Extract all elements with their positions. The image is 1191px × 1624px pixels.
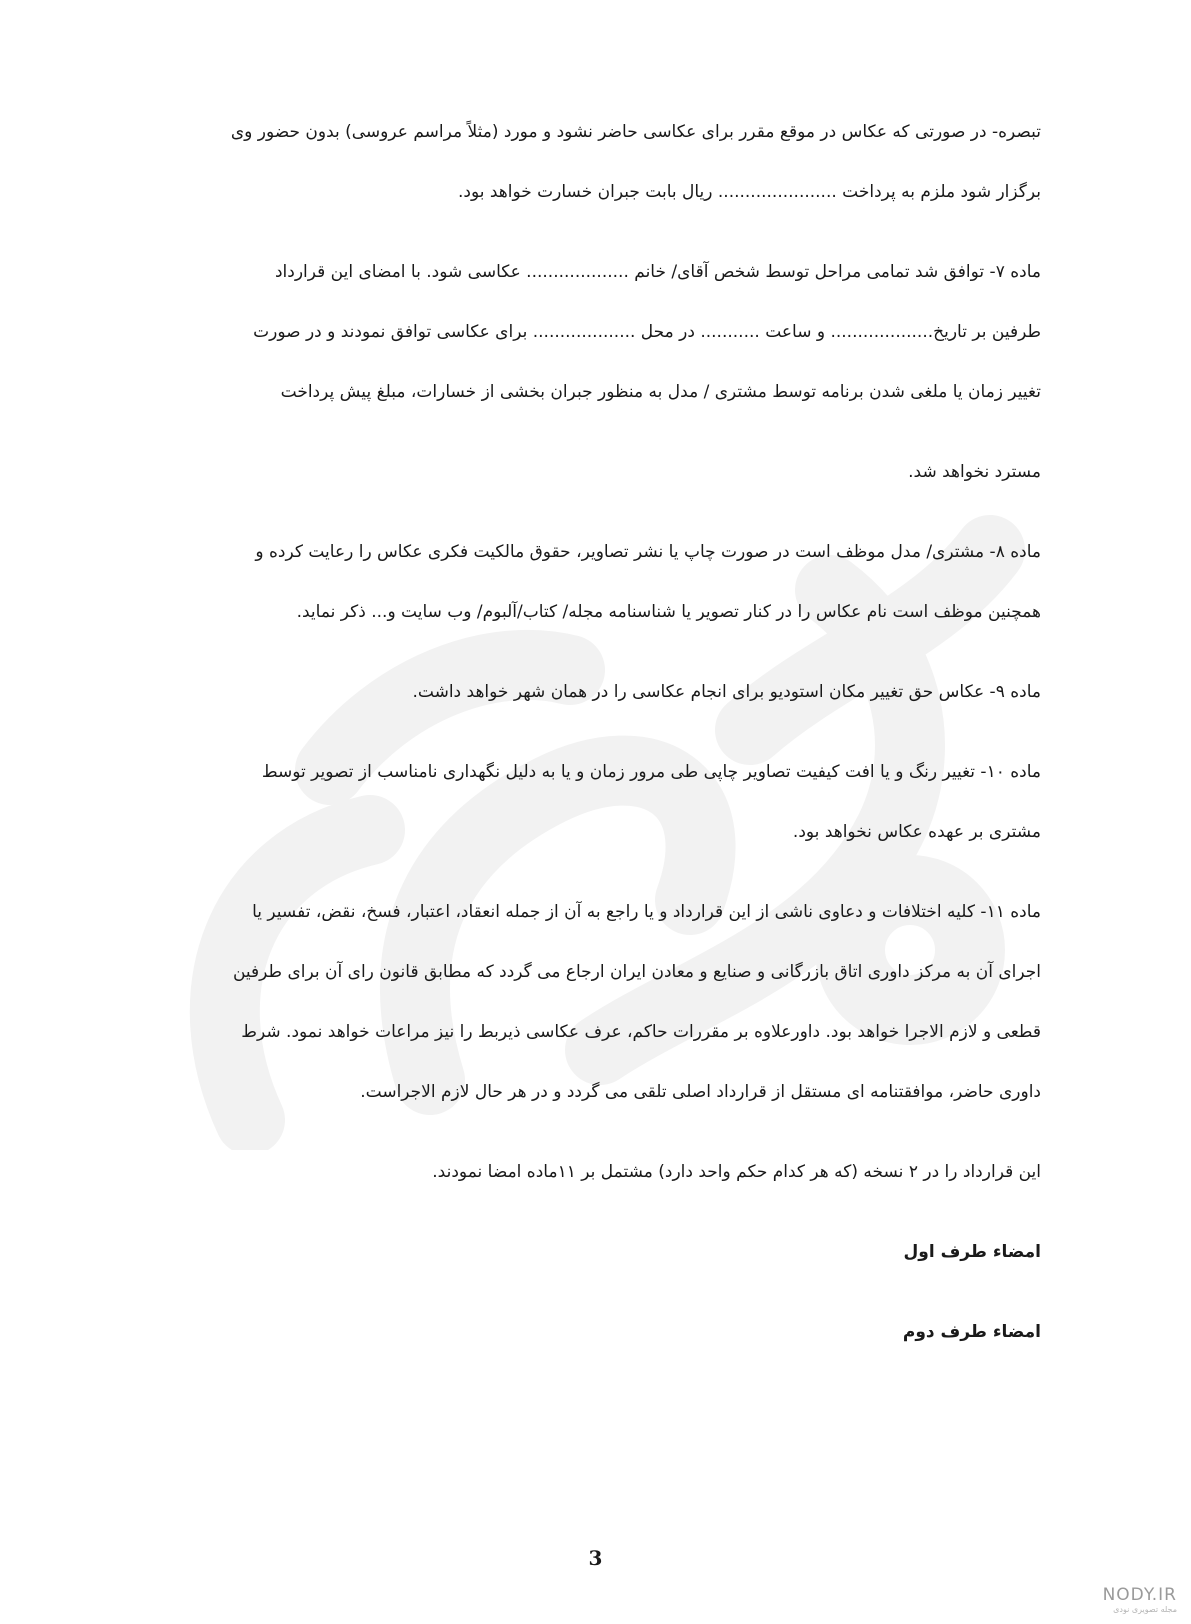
article-8-line-2: همچنین موظف است نام عکاس را در کنار تصویر یا شناسنامه مجله/ کتاب/آلبوم/ وب سایت و... ذکر نماید. <box>296 602 1041 622</box>
article-7-line-3: تغییر زمان یا ملغی شدن برنامه توسط مشتری / مدل به منظور جبران بخشی از خسارات، مبلغ پیش پرداخت <box>280 382 1041 402</box>
article-7-line-2: طرفین بر تاریخ................... و ساعت ........... در محل ................... برای عکاسی توافق نمودند و در صورت <box>253 322 1041 342</box>
article-8-line-1: ماده ۸- مشتری/ مدل موظف است در صورت چاپ یا نشر تصاویر، حقوق مالکیت فکری عکاس را رعایت کرده و <box>255 542 1041 562</box>
article-11-line-4: داوری حاضر، موافقتنامه ای مستقل از قرارداد اصلی تلقی می گردد و در هر حال لازم الاجراست. <box>360 1082 1041 1102</box>
contract-body <box>141 102 1041 1362</box>
article-9: ماده ۹- عکاس حق تغییر مکان استودیو برای انجام عکاسی را در همان شهر خواهد داشت. <box>412 682 1041 702</box>
note-line-1: تبصره- در صورتی که عکاس در موقع مقرر برای عکاسی حاضر نشود و مورد (مثلاً مراسم عروسی) بدون حضور وی <box>230 122 1041 142</box>
article-11-line-3: قطعی و لازم الاجرا خواهد بود. داورعلاوه بر مقررات حاکم، عرف عکاسی ذیربط را نیز مراعات خواهد نمود. شرط <box>241 1022 1041 1042</box>
signature-second-party: امضاء طرف دوم <box>902 1322 1041 1342</box>
article-7-line-1: ماده ۷- توافق شد تمامی مراحل توسط شخص آقای/ خانم ................... عکاسی شود. با امضای این قرارداد <box>274 262 1041 282</box>
article-10-line-1: ماده ۱۰- تغییر رنگ و یا افت کیفیت تصاویر چاپی طی مرور زمان و یا به دلیل نگهداری نامناسب از تصویر توسط <box>261 762 1041 782</box>
closing-statement: این قرارداد را در ۲ نسخه (که هر کدام حکم واحد دارد) مشتمل بر ۱۱ماده امضا نمودند. <box>432 1162 1041 1182</box>
article-11-line-2: اجرای آن به مرکز داوری اتاق بازرگانی و صنایع و معادن ایران ارجاع می گردد که مطابق قانون رای آن برای طرفین <box>232 962 1041 982</box>
site-logo <box>1103 1585 1177 1614</box>
article-10-line-2: مشتری بر عهده عکاس نخواهد بود. <box>792 822 1041 842</box>
signature-first-party: امضاء طرف اول <box>903 1242 1041 1262</box>
site-logo-tagline: مجله تصویری نودی <box>1113 1605 1177 1614</box>
article-11-line-1: ماده ۱۱- کلیه اختلافات و دعاوی ناشی از این قرارداد و یا راجع به آن از جمله انعقاد، اعتبار، فسخ، نقض، تفسیر یا <box>252 902 1041 922</box>
article-7-line-4: مسترد نخواهد شد. <box>908 462 1041 482</box>
page-number: 3 <box>588 1546 603 1570</box>
note-line-2: برگزار شود ملزم به پرداخت ...................... ریال بابت جبران خسارت خواهد بود. <box>457 182 1041 202</box>
site-logo-brand: NODY.IR <box>1102 1585 1177 1605</box>
